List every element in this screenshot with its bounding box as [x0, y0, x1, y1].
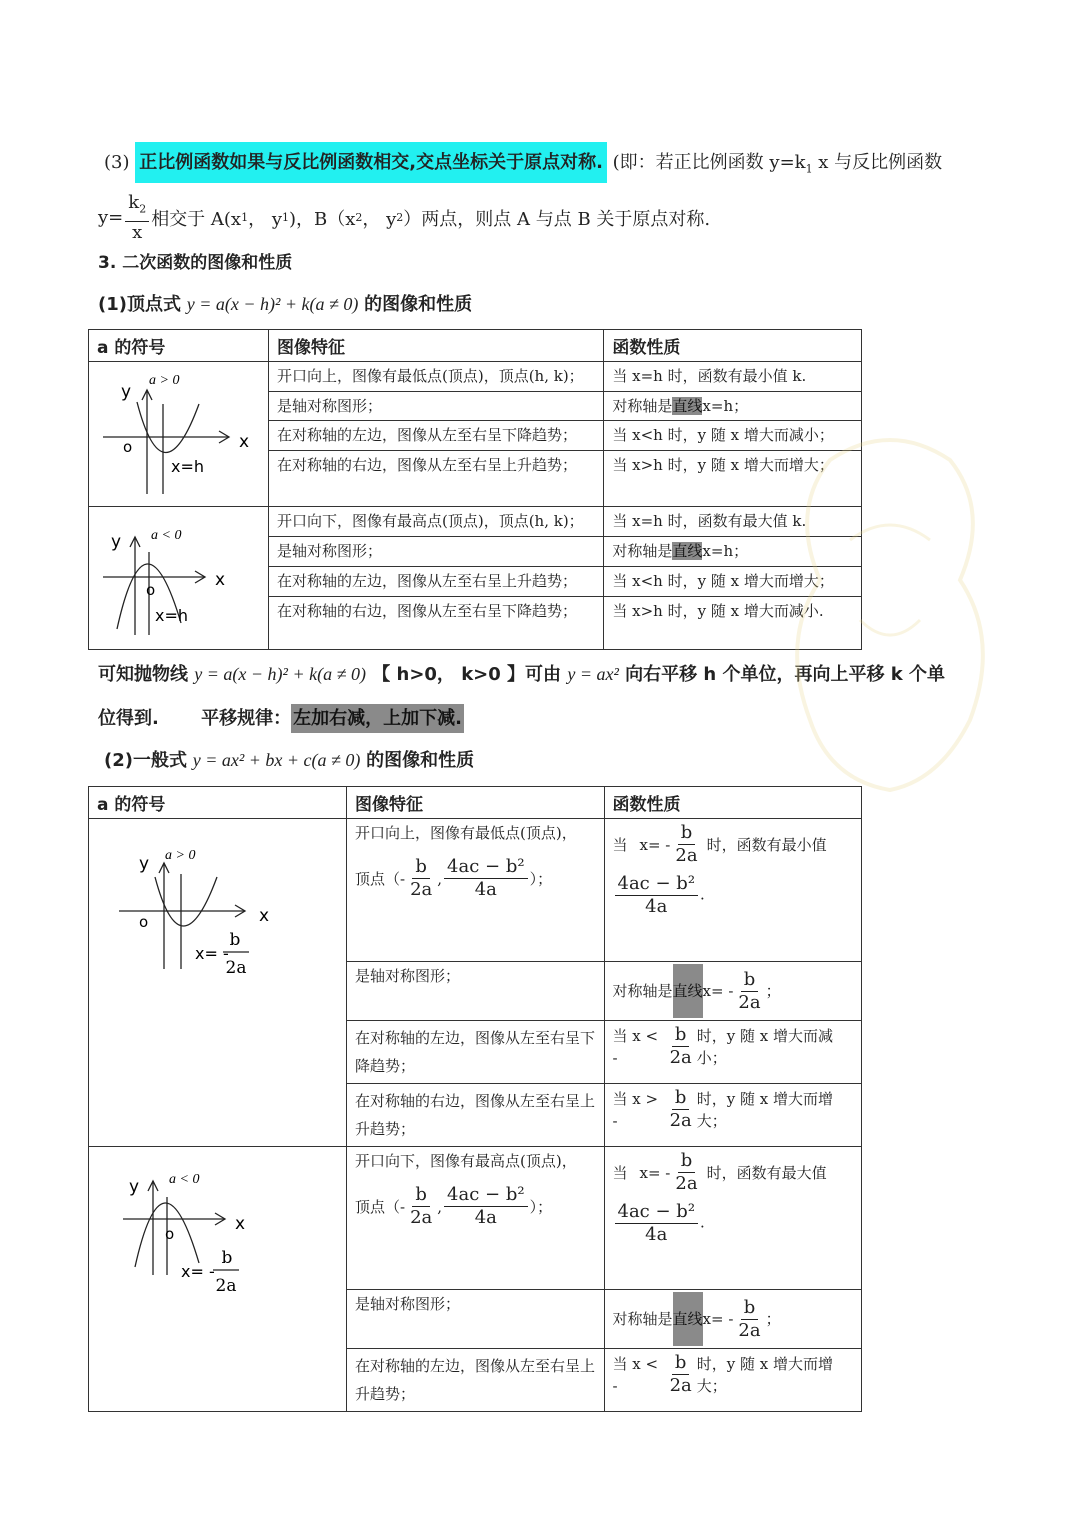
t2-axis-b-neg: b: [221, 1248, 233, 1268]
axis-eq: x=h；: [702, 396, 749, 415]
feature-pos-0: 开口向上，图像有最低点(顶点)，顶点(h, k)；: [268, 362, 603, 392]
nvy-num: 4ac − b²: [444, 1184, 528, 1207]
feature-pos-3: 在对称轴的右边，图像从左至右呈上升趋势；: [268, 450, 603, 506]
svg-text:o: o: [146, 581, 156, 599]
label-a-neg: a < 0: [151, 528, 182, 543]
t2-feature-pos-left: 在对称轴的左边，图像从左至右呈下降趋势；: [346, 1021, 604, 1084]
vx-den: 2a: [410, 879, 433, 900]
t2-xgt: 当 x > -: [612, 1089, 659, 1130]
t2-axis-2a-pos: 2a: [225, 958, 247, 978]
t2-prop-pos-right: [604, 1084, 862, 1147]
nax-num: b: [741, 1297, 759, 1320]
feature-neg-2: 在对称轴的左边，图像从左至右呈上升趋势；: [268, 567, 603, 597]
t2-left-text-neg: 时，y 随 x 增大而增大；: [696, 1354, 834, 1395]
mx-num: b: [678, 822, 696, 845]
svg-text:x: x: [239, 432, 250, 452]
label-a-pos: a > 0: [149, 373, 180, 388]
nlt-num: b: [672, 1352, 690, 1375]
axis-label-pos: x=h: [171, 457, 205, 476]
t2-vertex-label-neg: 顶点（: [354, 1197, 400, 1216]
feature-neg-0: 开口向下，图像有最高点(顶点)，顶点(h, k)；: [268, 507, 603, 537]
ax-den: 2a: [738, 991, 761, 1013]
t2-left-frac: [667, 1024, 695, 1069]
t2-feature-pos-open: 开口向上，图像有最低点(顶点)， 顶点（ - $\frac{b}{2a}$ , $\frac{\text{4ac − b²}}{4a}$ ）；: [346, 819, 604, 962]
nvx-den: 2a: [410, 1207, 433, 1228]
t2-parabola-up-graph: [89, 819, 345, 989]
intro-highlight: 正比例函数如果与反比例函数相交,交点坐标关于原点对称.: [135, 142, 607, 183]
t2-label-a-neg: a < 0: [169, 1172, 200, 1187]
t2-xeq-neg: x= -: [639, 1163, 671, 1182]
t2-prop-pos-left: [604, 1021, 862, 1084]
prop-neg-3: 当 x>h 时，y 随 x 增大而减小.: [604, 597, 862, 650]
t2-prop-neg-left: [604, 1349, 862, 1412]
prop-pos-1: [604, 391, 862, 421]
part1-title: [98, 290, 472, 316]
vy-den: 4a: [474, 879, 497, 900]
t2-open-down: 开口向下，图像有最高点(顶点)，: [354, 1152, 577, 1170]
t2-prop-pos-axis: 对称轴是 直线 x= - $\frac{b}{2a}$ ；: [604, 962, 862, 1021]
feature-neg-3: 在对称轴的右边，图像从左至右呈下降趋势；: [268, 597, 603, 650]
graph-cell-neg: [89, 507, 269, 650]
t2-feature-neg-sym: 是轴对称图形；: [346, 1290, 604, 1349]
shift-line-2: [98, 704, 464, 730]
part1-suffix: 的图像和性质: [364, 294, 473, 315]
nvx-num: b: [412, 1184, 430, 1207]
k-num: k: [128, 192, 140, 213]
t2-axis-2a-neg: 2a: [215, 1276, 237, 1296]
gt-num: b: [672, 1087, 690, 1110]
mx-den: 2a: [675, 845, 698, 866]
part2-suffix: 的图像和性质: [366, 750, 475, 771]
svg-text:y: y: [139, 854, 150, 874]
t2-xlt-neg: 当 x < -: [612, 1354, 659, 1395]
t2-graph-cell-pos: [89, 819, 347, 1147]
svg-text:x: x: [215, 570, 226, 590]
vy-num: 4ac − b²: [444, 856, 528, 879]
t2-vertex-x-frac-neg: [407, 1184, 435, 1229]
intro-line-1: (3) 正比例函数如果与反比例函数相交,交点坐标关于原点对称. (即：若正比例函数 $y=k_1$ x 与反比例函数: [104, 148, 942, 176]
part2-title: [104, 746, 474, 772]
lt-num: b: [672, 1024, 690, 1047]
t2-vertex-y-frac-neg: [444, 1184, 528, 1229]
t2-graph-cell-neg: [89, 1147, 347, 1412]
shift-line2-text: 位得到.: [98, 708, 159, 729]
vx-num: b: [412, 856, 430, 879]
line-word-neg: 直线: [672, 542, 703, 561]
k2-over-x: $\frac{k_2}{x}$: [125, 192, 149, 244]
t2-axis-x-pos: x= -: [195, 944, 229, 963]
intro-rest: (即：若正比例函数 y=k: [612, 152, 806, 173]
prop-pos-3: 当 x>h 时，y 随 x 增大而增大；: [604, 450, 862, 506]
watermark-figure-icon: [770, 420, 1010, 800]
part2-formula: y = ax² + bx + c(a ≠ 0): [192, 750, 361, 770]
intersect-text-b: ， y: [248, 208, 282, 230]
t2-label-a-pos: a > 0: [165, 848, 196, 863]
svg-text:y: y: [111, 532, 122, 552]
header-property: 函数性质: [604, 330, 862, 362]
rule-text: 左加右减，上加下减.: [291, 704, 464, 733]
intro-number: (3): [104, 152, 130, 173]
t2-open-up: 开口向上，图像有最低点(顶点)，: [354, 824, 577, 842]
intro-rest-2: x 与反比例函数: [818, 152, 943, 173]
t2-min-text: 时，函数有最小值: [706, 835, 827, 854]
t2-feature-pos-sym: 是轴对称图形；: [346, 962, 604, 1021]
t2-line-word: 直线: [673, 964, 703, 1018]
nmv-num: 4ac − b²: [615, 1201, 699, 1224]
graph-cell-pos: [89, 362, 269, 507]
y-equals: y=: [98, 207, 124, 229]
svg-text:x: x: [235, 1214, 246, 1234]
t2-axis-frac-neg: [735, 1297, 763, 1342]
t2-when-neg: 当: [612, 1163, 628, 1182]
t2-vertex-y-frac: [444, 856, 528, 901]
line-word: 直线: [672, 396, 703, 415]
intro-line-2: y= $\frac{k_2}{x}$ 相交于 A(x 1 ， y 1 )，B（x 2 ， y 2 ）两点，则点 A 与点 B 关于原点对称.: [98, 192, 711, 243]
t2-header-property: 函数性质: [604, 787, 862, 819]
t2-prop-pos-min: 当 x= - $\frac{b}{2a}$ 时，函数有最小值 $\frac{\text{4ac − b²}}{4a}$ .: [604, 819, 862, 962]
svg-text:y: y: [121, 382, 132, 402]
prop-neg-2: 当 x<h 时，y 随 x 增大而增大；: [604, 567, 862, 597]
t2-axis-frac: [735, 969, 763, 1014]
svg-text:x: x: [259, 906, 270, 926]
ax-num: b: [741, 969, 759, 992]
table-general-form: [88, 786, 862, 1412]
header-sign: a 的符号: [89, 330, 269, 362]
t2-left-text: 时，y 随 x 增大而减小；: [696, 1026, 834, 1067]
t2-axis-pre: 对称轴是: [612, 982, 673, 1000]
t2-min-x-frac: [672, 822, 700, 867]
shift-pre: 可知抛物线: [98, 664, 188, 685]
t2-max-text: 时，函数有最大值: [706, 1163, 827, 1182]
svg-text:o: o: [165, 1225, 175, 1243]
t2-header-feature: 图像特征: [346, 787, 604, 819]
part2-prefix: (2)一般式: [104, 750, 187, 771]
parabola-down-graph: [89, 507, 267, 645]
nmx-den: 2a: [675, 1173, 698, 1194]
nmv-den: 4a: [645, 1224, 668, 1245]
t2-axis-pre-neg: 对称轴是: [612, 1310, 673, 1328]
t2-axis-x-neg: x= -: [181, 1262, 215, 1281]
t2-axis-xeq-neg: x= -: [702, 1310, 734, 1328]
t2-feature-pos-right: 在对称轴的右边，图像从左至右呈上升趋势；: [346, 1084, 604, 1147]
t2-vertex-label: 顶点（: [354, 869, 400, 888]
rule-label: 平移规律：: [201, 708, 292, 729]
t2-prop-neg-axis: 对称轴是 直线 x= - $\frac{b}{2a}$ ；: [604, 1290, 862, 1349]
intersect-text-d: ， y: [362, 208, 397, 230]
t2-vertex-x-frac: [407, 856, 435, 901]
t2-max-value-frac: [615, 1201, 699, 1246]
nmx-num: b: [678, 1150, 696, 1173]
t2-min-value-frac: [615, 873, 699, 918]
axis-label-neg: x=h: [155, 606, 189, 625]
nax-den: 2a: [738, 1319, 761, 1341]
part1-prefix: (1)顶点式: [98, 294, 181, 315]
t2-axis-b-pos: b: [229, 930, 241, 950]
t2-when: 当: [612, 835, 628, 854]
mv-num: 4ac − b²: [615, 873, 699, 896]
nlt-den: 2a: [669, 1375, 692, 1396]
t2-prop-neg-max: 当 x= - $\frac{b}{2a}$ 时，函数有最大值 $\frac{\text{4ac − b²}}{4a}$ .: [604, 1147, 862, 1290]
header-feature: 图像特征: [268, 330, 603, 362]
prop-pos-0: 当 x=h 时，函数有最小值 k.: [604, 362, 862, 392]
table-vertex-form: [88, 329, 862, 650]
feature-neg-1: 是轴对称图形；: [268, 537, 603, 567]
t2-parabola-down-graph: [89, 1147, 345, 1307]
gt-den: 2a: [669, 1110, 692, 1131]
t2-right-text: 时，y 随 x 增大而增大；: [696, 1089, 834, 1130]
svg-text:y: y: [129, 1177, 140, 1197]
t2-xlt: 当 x < -: [612, 1026, 659, 1067]
section-title: 3. 二次函数的图像和性质: [98, 253, 293, 273]
t2-left-frac-neg: [667, 1352, 695, 1397]
x-den: x: [132, 221, 143, 243]
t2-right-frac: [667, 1087, 695, 1132]
intersect-text: 相交于 A(x: [151, 208, 242, 230]
shift-post: 向右平移 h 个单位，再向上平移 k 个单: [625, 664, 945, 685]
intersect-text-e: ）两点，则点 A 与点 B 关于原点对称.: [403, 208, 711, 230]
prop-pos-2: 当 x<h 时，y 随 x 增大而减小；: [604, 421, 862, 451]
prop-neg-0: 当 x=h 时，函数有最大值 k.: [604, 507, 862, 537]
shift-formula-2: y = ax²: [567, 664, 619, 684]
shift-formula-1: y = a(x − h)² + k(a ≠ 0): [194, 664, 366, 684]
intersect-text-c: )，B（x: [288, 208, 356, 230]
axis-prefix: 对称轴是: [612, 396, 673, 415]
t2-feature-neg-open: 开口向下，图像有最高点(顶点)， 顶点（ - $\frac{b}{2a}$ , $\frac{\text{4ac − b²}}{4a}$ ）；: [346, 1147, 604, 1290]
part1-formula: y = a(x − h)² + k(a ≠ 0): [186, 294, 359, 314]
nvy-den: 4a: [474, 1207, 497, 1228]
t2-max-x-frac: [672, 1150, 700, 1195]
t2-line-word-neg: 直线: [673, 1292, 703, 1346]
parabola-up-graph: [89, 362, 267, 502]
svg-text:o: o: [139, 913, 149, 931]
t2-axis-xeq: x= -: [702, 982, 734, 1000]
shift-condition: 【 h>0， k>0 】可由: [372, 664, 562, 685]
axis-eq-neg: x=h；: [702, 542, 749, 561]
feature-pos-2: 在对称轴的左边，图像从左至右呈下降趋势；: [268, 421, 603, 451]
t2-header-sign: a 的符号: [89, 787, 347, 819]
mv-den: 4a: [645, 896, 668, 917]
t2-xeq: x= -: [639, 835, 671, 854]
lt-den: 2a: [669, 1047, 692, 1068]
feature-pos-1: 是轴对称图形；: [268, 391, 603, 421]
svg-text:o: o: [123, 438, 133, 456]
t2-feature-neg-left: 在对称轴的左边，图像从左至右呈上升趋势；: [346, 1349, 604, 1412]
axis-prefix-neg: 对称轴是: [612, 542, 673, 561]
